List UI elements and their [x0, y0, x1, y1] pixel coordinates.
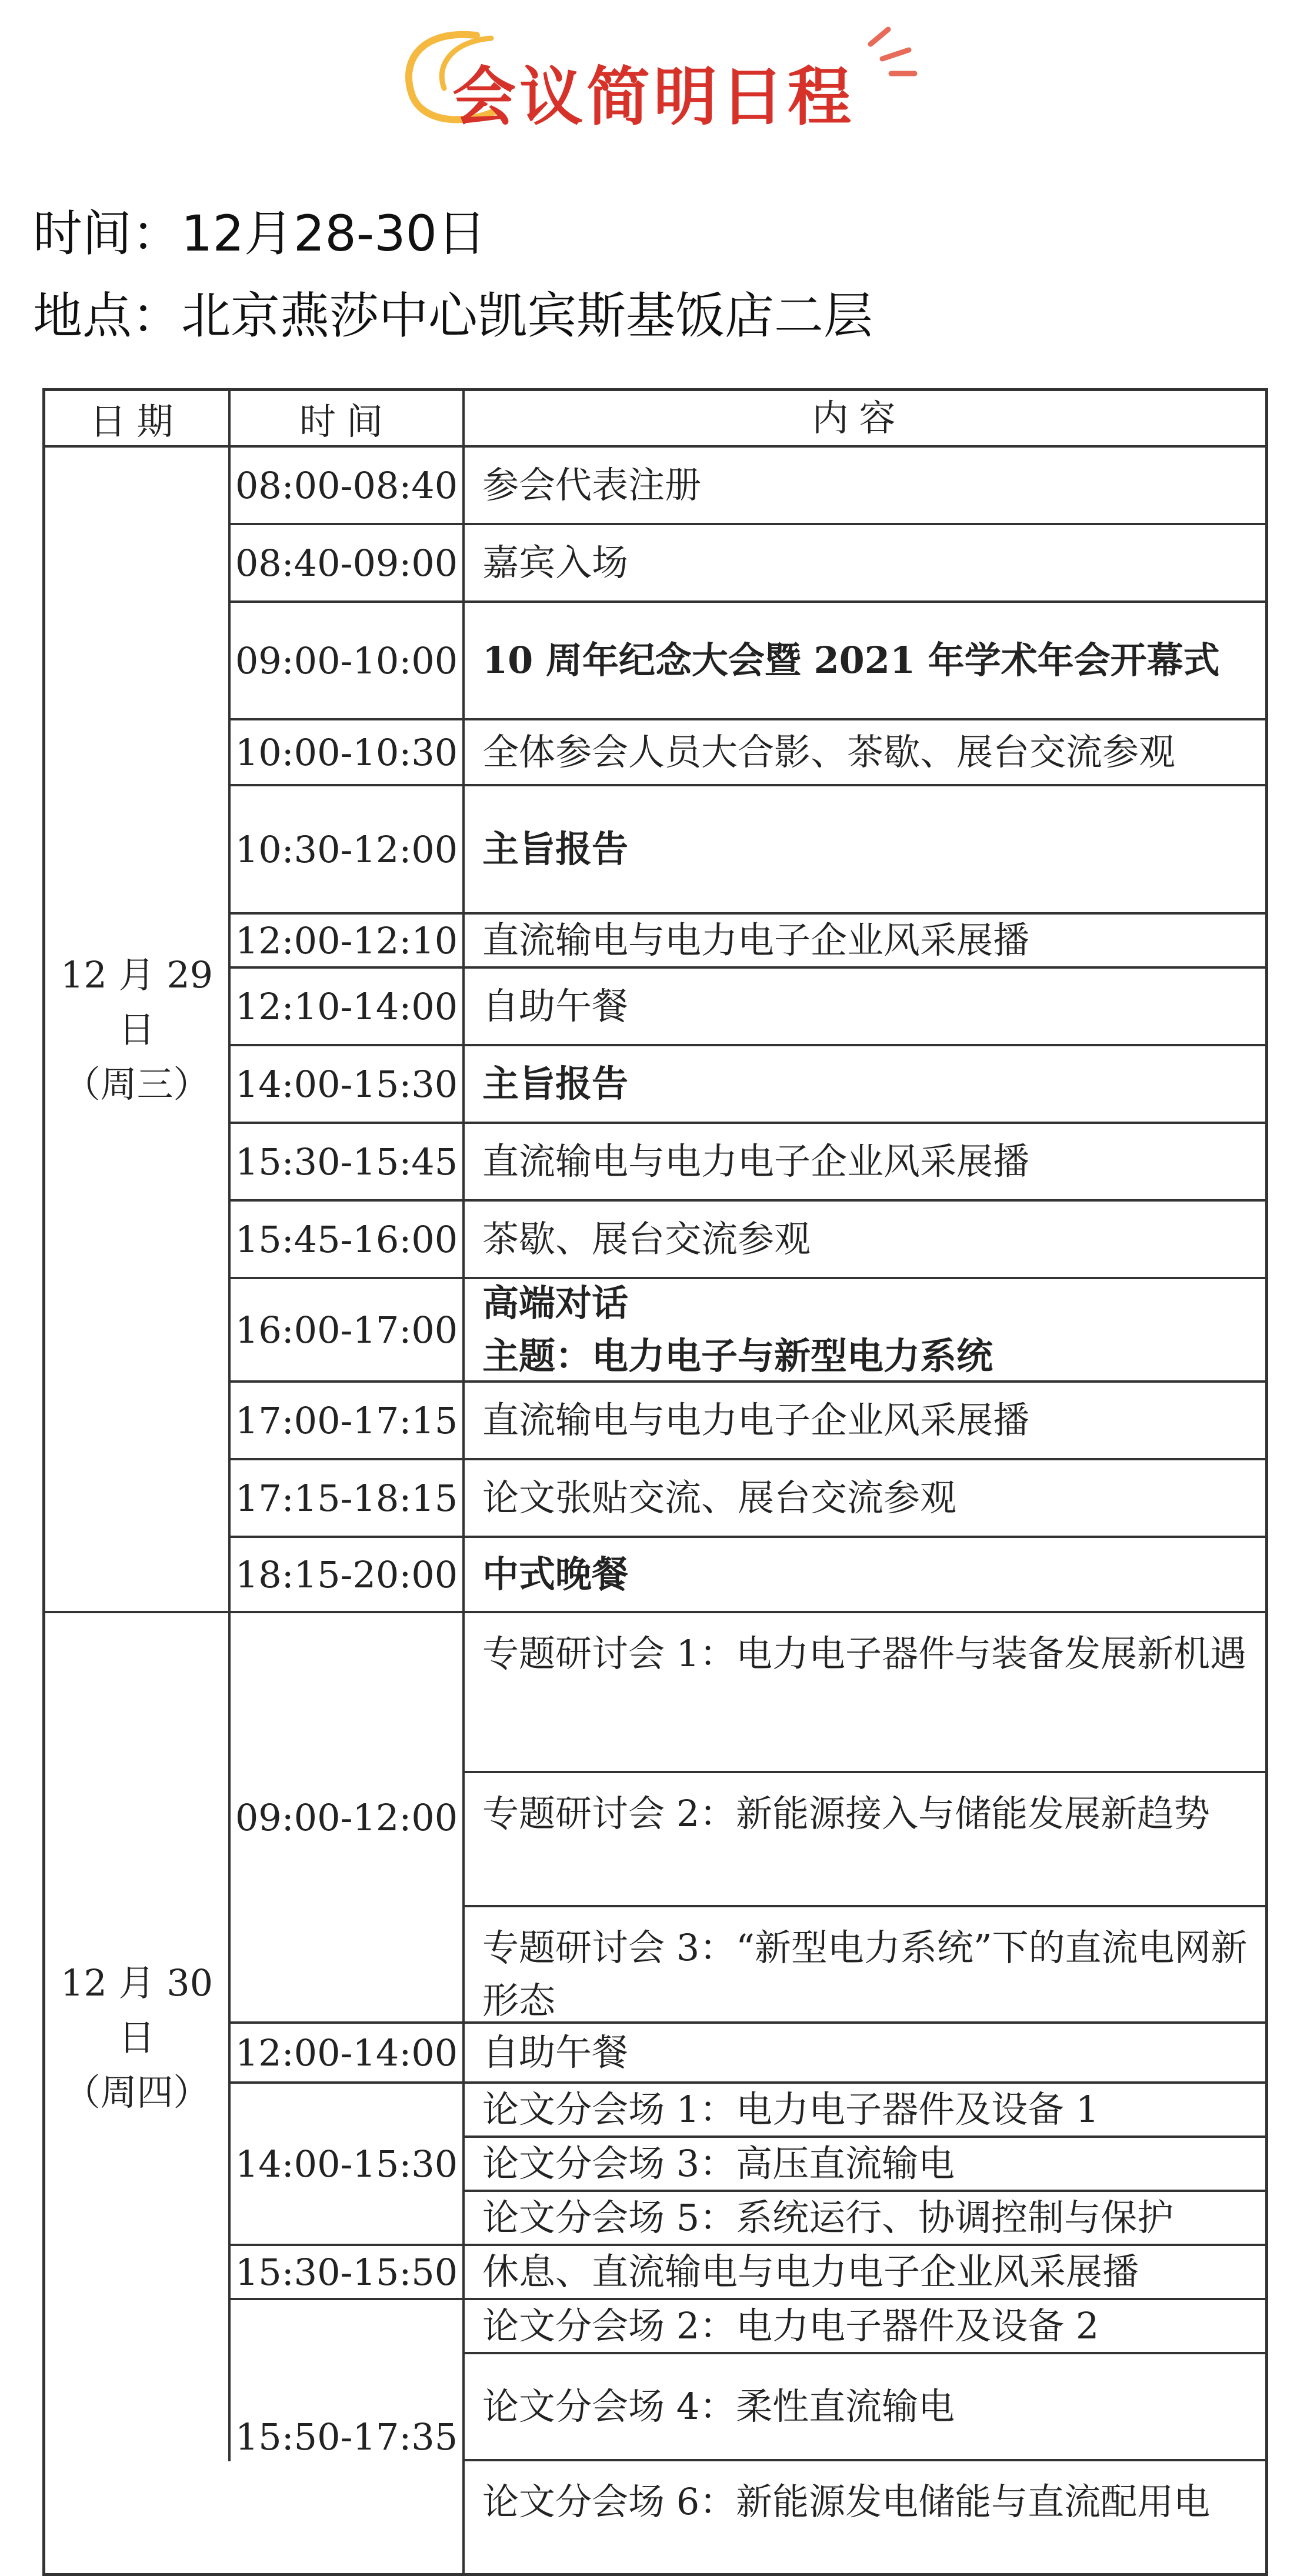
day-date: 12 月 29 日 — [60, 953, 214, 1051]
header-date: 日期 — [45, 391, 231, 448]
slot-content: 专题研讨会 3：“新型电力系统”下的直流电网新形态 — [465, 1907, 1265, 2024]
slot-content: 直流输电与电力电子企业风采展播 — [465, 1383, 1265, 1460]
slot-content: 论文分会场 5：系统运行、协调控制与保护 — [465, 2192, 1265, 2246]
slot-time: 17:15-18:15 — [231, 1460, 465, 1538]
slot-time: 09:00-12:00 — [231, 1613, 465, 2024]
slot-time: 08:00-08:40 — [231, 448, 465, 525]
event-time: 时间：12月28-30日 — [33, 205, 486, 262]
slot-content: 论文分会场 4：柔性直流输电 — [465, 2354, 1265, 2461]
slot-content: 10 周年纪念大会暨 2021 年学术年会开幕式 — [465, 603, 1265, 720]
slot-time: 12:10-14:00 — [231, 969, 465, 1046]
slot-time: 15:30-15:50 — [231, 2246, 465, 2300]
day-date: 12 月 30 日 — [60, 1961, 214, 2059]
header-content: 内容 — [465, 391, 1265, 448]
slot-content: 论文分会场 2：电力电子器件及设备 2 — [465, 2300, 1265, 2354]
day-group-2 — [45, 1613, 1265, 2573]
slot-time: 17:00-17:15 — [231, 1383, 465, 1460]
slot-time: 16:00-17:00 — [231, 1279, 465, 1383]
slot-content: 论文张贴交流、展台交流参观 — [465, 1460, 1265, 1538]
slot-content: 嘉宾入场 — [465, 525, 1265, 603]
day-weekday: （周三） — [64, 1062, 210, 1106]
page-header — [0, 0, 1307, 153]
slot-content: 自助午餐 — [465, 2024, 1265, 2084]
table-header-row — [45, 391, 1265, 448]
slot-content: 专题研讨会 2：新能源接入与储能发展新趋势 — [465, 1773, 1265, 1907]
slot-time: 08:40-09:00 — [231, 525, 465, 603]
event-location: 地点：北京燕莎中心凯宾斯基饭店二层 — [33, 287, 873, 345]
slot-content-line: 高端对话 — [482, 1282, 629, 1325]
slot-time: 14:00-15:30 — [231, 1046, 465, 1124]
slot-content: 主旨报告 — [465, 1046, 1265, 1124]
day-date-cell — [45, 1613, 231, 2461]
slot-time: 15:30-15:45 — [231, 1124, 465, 1202]
slot-content: 专题研讨会 1：电力电子器件与装备发展新机遇 — [465, 1613, 1265, 1773]
header-time: 时间 — [231, 391, 465, 448]
slot-time: 15:50-17:35 — [231, 2300, 465, 2573]
day-weekday: （周四） — [64, 2070, 210, 2114]
slot-content: 论文分会场 3：高压直流输电 — [465, 2138, 1265, 2192]
slot-content-line: 主题：电力电子与新型电力系统 — [482, 1334, 993, 1377]
slot-content — [465, 1279, 1265, 1383]
slot-time: 12:00-12:10 — [231, 915, 465, 969]
slot-content: 直流输电与电力电子企业风采展播 — [465, 915, 1265, 969]
slot-time: 09:00-10:00 — [231, 603, 465, 720]
slot-content: 中式晚餐 — [465, 1538, 1265, 1613]
slot-time: 18:15-20:00 — [231, 1538, 465, 1613]
slot-content: 自助午餐 — [465, 969, 1265, 1046]
slot-content: 茶歇、展台交流参观 — [465, 1202, 1265, 1279]
slot-content: 论文分会场 6：新能源发电储能与直流配用电 — [482, 2480, 1211, 2523]
slot-content: 休息、直流输电与电力电子企业风采展播 — [465, 2246, 1265, 2300]
schedule-table — [42, 388, 1268, 2576]
slot-content: 直流输电与电力电子企业风采展播 — [465, 1124, 1265, 1202]
day-group-1 — [45, 448, 1265, 1613]
page-title: 会议简明日程 — [452, 61, 855, 134]
day-date-cell — [45, 448, 231, 1613]
slot-time: 10:00-10:30 — [231, 720, 465, 786]
slot-time: 12:00-14:00 — [231, 2024, 465, 2084]
slot-content: 论文分会场 1：电力电子器件及设备 1 — [465, 2084, 1265, 2138]
slot-content: 参会代表注册 — [465, 448, 1265, 525]
slot-content: 主旨报告 — [465, 786, 1265, 915]
slot-time: 10:30-12:00 — [231, 786, 465, 915]
slot-content: 全体参会人员大合影、茶歇、展台交流参观 — [465, 720, 1265, 786]
slot-time: 14:00-15:30 — [231, 2084, 465, 2246]
slot-time: 15:45-16:00 — [231, 1202, 465, 1279]
